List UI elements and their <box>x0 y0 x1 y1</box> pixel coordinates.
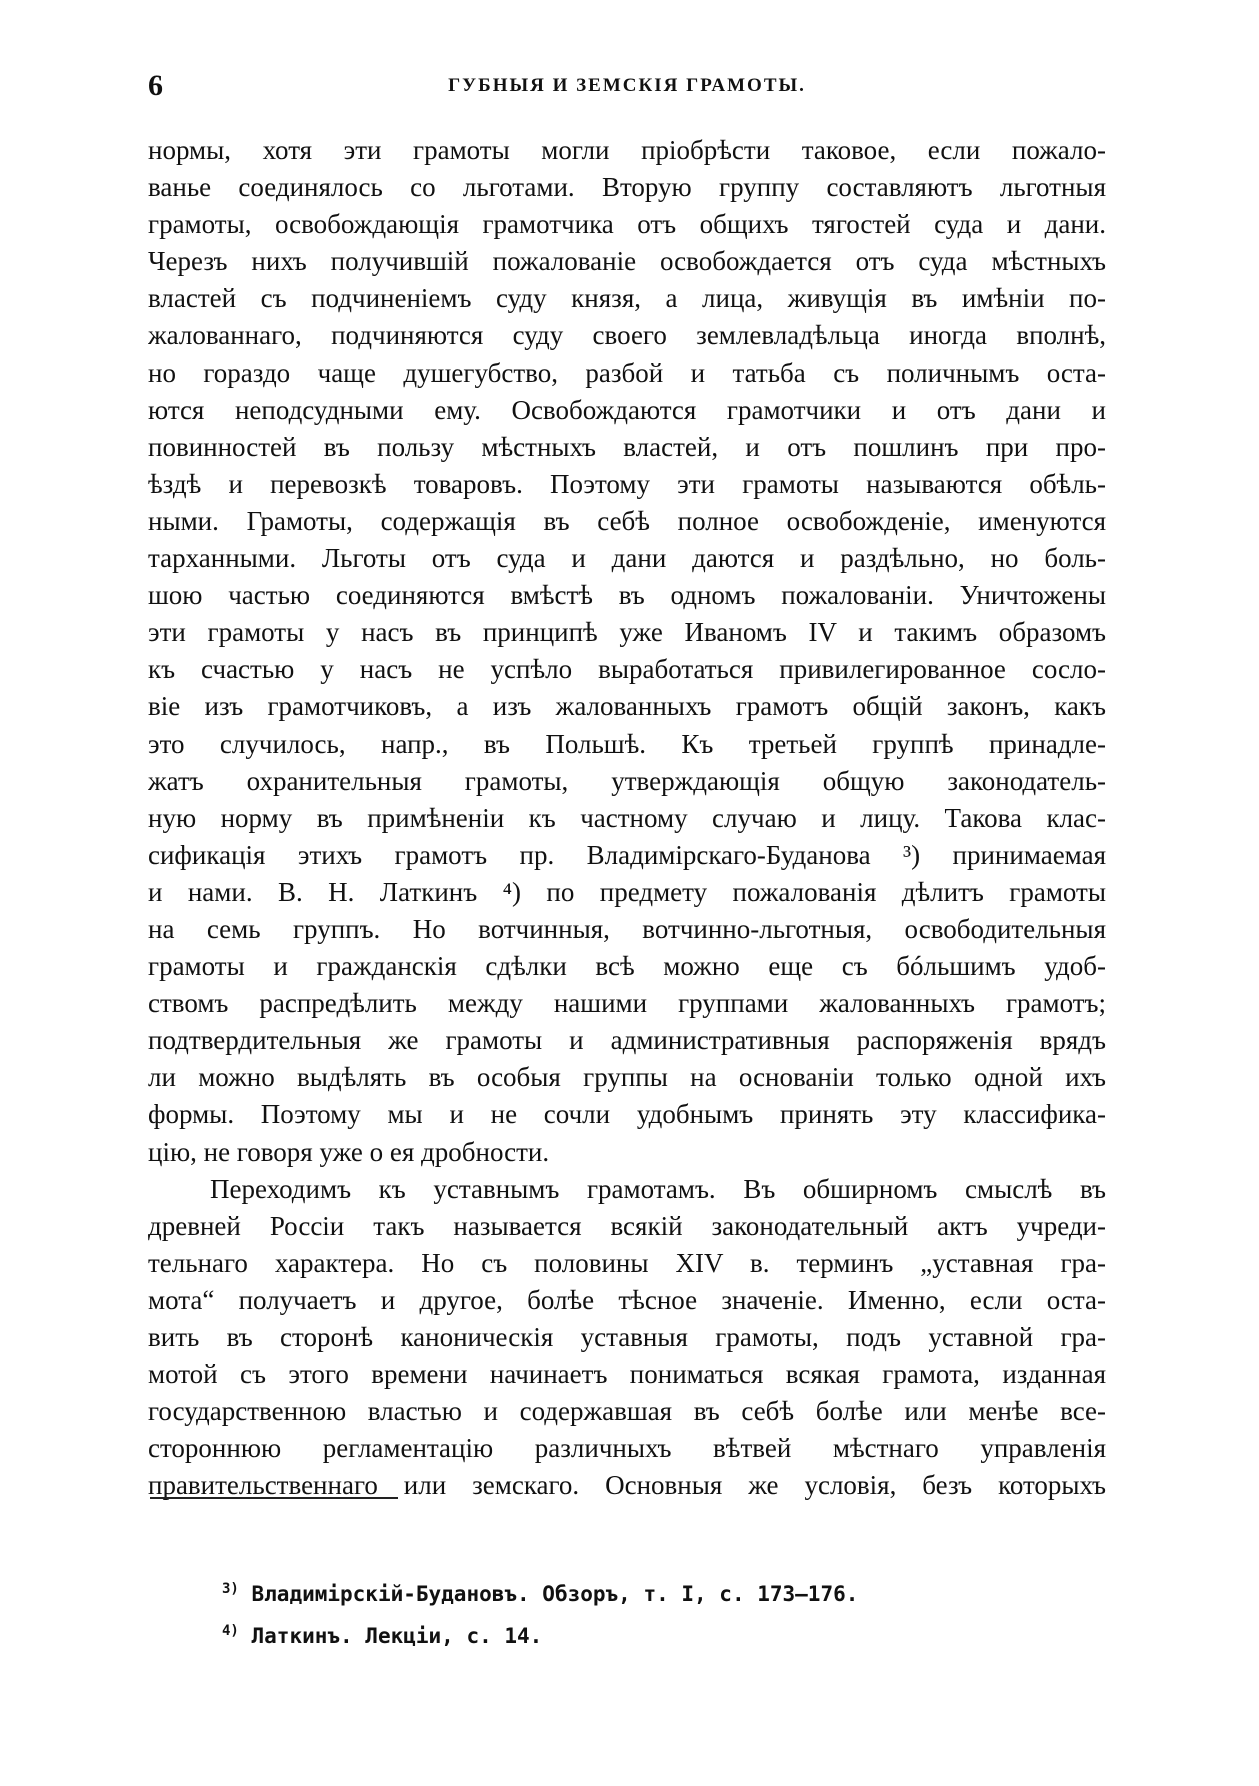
text-line: ную норму въ примѣненіи къ частному случаю и лицу. Такова клас- <box>148 802 1106 833</box>
footnotes <box>222 1568 1022 1652</box>
text-line: мота“ получаетъ и другое, болѣе тѣсное значеніе. Именно, если оста- <box>148 1284 1106 1315</box>
text-line: віе изъ грамотчиковъ, а изъ жалованныхъ грамотъ общій законъ, какъ <box>148 691 1106 722</box>
footnote-text: Латкинъ. Лекціи, с. 14. <box>251 1624 543 1648</box>
text-line: грамоты и гражданскія сдѣлки всѣ можно еще съ бóльшимъ удоб- <box>148 951 1106 982</box>
footnote-divider <box>150 1497 398 1499</box>
text-line: мотой съ этого времени начинаетъ пониматься всякая грамота, изданная <box>148 1359 1106 1390</box>
text-line: формы. Поэтому мы и не сочли удобнымъ принять эту классифика- <box>148 1099 1106 1130</box>
text-line: вить въ сторонѣ каноническія уставныя грамоты, подъ уставной гра- <box>148 1322 1106 1352</box>
text-line: жалованнаго, подчиняются суду своего землевладѣльца иногда вполнѣ, <box>148 320 1106 351</box>
text-line: Черезъ нихъ получившій пожалованіе освобождается отъ суда мѣстныхъ <box>148 246 1106 277</box>
text-line: ѣздѣ и перевозкѣ товаровъ. Поэтому эти грамоты называются обѣль- <box>148 468 1106 499</box>
text-line: государственною властью и содержавшая въ себѣ болѣе или менѣе все- <box>148 1396 1106 1427</box>
text-line: ствомъ распредѣлить между нашими группами жалованныхъ грамотъ; <box>148 988 1106 1019</box>
footnote-marker: 4) <box>222 1623 239 1639</box>
text-line: жатъ охранительныя грамоты, утверждающія общую законодатель- <box>148 765 1106 796</box>
text-line: на семь группъ. Но вотчинныя, вотчинно-льготныя, освободительныя <box>148 913 1106 944</box>
text-line: это случилось, напр., въ Польшѣ. Къ третьей группѣ принадле- <box>148 728 1106 759</box>
paragraph-end-line: цію, не говоря уже о ея дробности. <box>148 1136 550 1167</box>
text-line: сификація этихъ грамотъ пр. Владимірскаго-Буданова ³) принимаемая <box>148 839 1106 870</box>
text-line: но гораздо чаще душегубство, разбой и татьба съ поличнымъ оста- <box>148 357 1106 388</box>
text-line: нормы, хотя эти грамоты могли пріобрѣсти таковое, если пожало- <box>148 135 1106 165</box>
text-line: стороннюю регламентацію различныхъ вѣтвей мѣстнаго управленія <box>148 1433 1106 1464</box>
footnote-marker: 3) <box>222 1581 239 1597</box>
text-line: подтвердительныя же грамоты и административныя распоряженія врядъ <box>148 1025 1106 1056</box>
page-number: 6 <box>148 69 163 102</box>
body-text <box>148 132 1106 1504</box>
text-line: властей съ подчиненіемъ суду князя, а лица, живущія въ имѣніи по- <box>148 283 1106 314</box>
text-line: правительственнаго или земскаго. Основныя же условія, безъ которыхъ <box>148 1470 1106 1501</box>
text-line: эти грамоты у насъ въ принципѣ уже Иваномъ IV и такимъ образомъ <box>148 617 1106 648</box>
text-line: ли можно выдѣлять въ особыя группы на основаніи только одной ихъ <box>148 1062 1106 1093</box>
text-line: ются неподсудными ему. Освобождаются грамотчики и отъ дани и <box>148 394 1106 425</box>
footnote-3 <box>222 1568 1022 1610</box>
paragraph-start-line: Переходимъ къ уставнымъ грамотамъ. Въ обширномъ смыслѣ въ <box>210 1173 1106 1204</box>
text-line: грамоты, освобождающія грамотчика отъ общихъ тягостей суда и дани. <box>148 209 1106 240</box>
text-line: тельнаго характера. Но съ половины XIV в. терминъ „уставная гра- <box>148 1247 1106 1278</box>
footnote-text: Владимірскій-Будановъ. Обзоръ, т. I, с. 173—176. <box>251 1582 859 1606</box>
text-line: ными. Грамоты, содержащія въ себѣ полное освобожденіе, именуются <box>148 505 1106 536</box>
text-line: тарханными. Льготы отъ суда и дани даются и раздѣльно, но боль- <box>148 543 1106 574</box>
footnote-4 <box>222 1610 1022 1652</box>
running-title: ГУБНЫЯ И ЗЕМСКІЯ ГРАМОТЫ. <box>448 75 806 96</box>
text-line: повинностей въ пользу мѣстныхъ властей, и отъ пошлинъ при про- <box>148 431 1106 462</box>
text-line: ванье соединялось со льготами. Вторую группу составляютъ льготныя <box>148 172 1106 203</box>
running-head <box>148 66 1106 106</box>
text-line: къ счастью у насъ не успѣло выработаться привилегированное сосло- <box>148 654 1106 685</box>
text-line: и нами. В. Н. Латкинъ ⁴) по предмету пожалованія дѣлитъ грамоты <box>148 876 1106 907</box>
text-line: древней Россіи такъ называется всякій законодательный актъ учреди- <box>148 1210 1106 1241</box>
text-line: шою частью соединяются вмѣстѣ въ одномъ пожалованіи. Уничтожены <box>148 580 1106 611</box>
